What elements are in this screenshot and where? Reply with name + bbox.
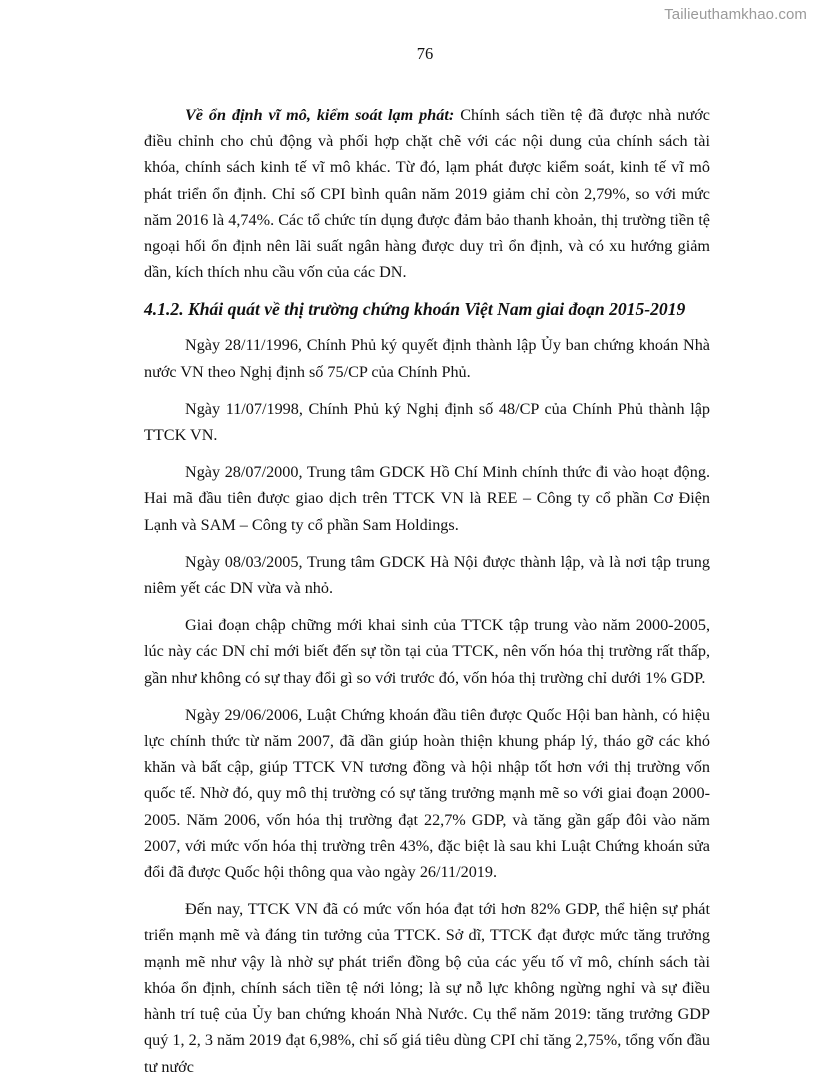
paragraph-1: Ngày 28/11/1996, Chính Phủ ký quyết định thành lập Ủy ban chứng khoán Nhà nước VN theo Nghị định số 75/CP của Chính Phủ. bbox=[144, 336, 710, 381]
page-number: 76 bbox=[416, 44, 434, 63]
paragraph-4: Ngày 08/03/2005, Trung tâm GDCK Hà Nội được thành lập, và là nơi tập trung niêm yết các DN vừa và nhỏ. bbox=[144, 552, 710, 598]
intro-text: Chính sách tiền tệ đã được nhà nước điều chỉnh cho chủ động và phối hợp chặt chẽ với các nội dung của chính sách tài khóa, chính sách kinh tế vĩ mô khác. Từ đó, lạm phát được kiểm soát, kinh tế vĩ mô phát triển ổn định. Chỉ số CPI bình quân năm 2019 giảm chỉ còn 2,79%, so với mức năm 2016 là 4,74%. Các tổ chức tín dụng được đảm bảo thanh khoản, thị trường tiền tệ ngoại hối ổn định nên lãi suất ngân hàng được duy trì ổn định, và có xu hướng giảm dần, kích thích nhu cầu vốn của các DN. bbox=[144, 106, 710, 282]
paragraph-3: Ngày 28/07/2000, Trung tâm GDCK Hồ Chí Minh chính thức đi vào hoạt động. Hai mã đầu tiên được giao dịch trên TTCK VN là REE – Công ty cổ phần Cơ Điện Lạnh và SAM – Công ty cổ phần Sam Holdings. bbox=[144, 463, 710, 534]
watermark: Tailieuthamkhao.com bbox=[664, 6, 807, 23]
paragraph-7: Đến nay, TTCK VN đã có mức vốn hóa đạt tới hơn 82% GDP, thể hiện sự phát triển mạnh mẽ và đáng tin tưởng của TTCK. Sở dĩ, TTCK đạt được mức tăng trưởng mạnh mẽ như vậy là nhờ sự phát triển đồng bộ của các yếu tố vĩ mô, chính sách tài khóa ổn định, chính sách tiền tệ nới lỏng; là sự nỗ lực không ngừng nghỉ và sự điều hành trí tuệ của Ủy ban chứng khoán Nhà Nước. Cụ thể năm 2019: tăng trưởng GDP quý 1, 2, 3 năm 2019 đạt 6,98%, chỉ số giá tiêu dùng CPI chỉ tăng 2,75%, tổng vốn đầu tư nước bbox=[144, 900, 710, 1076]
section-heading: 4.1.2. Khái quát về thị trường chứng khoán Việt Nam giai đoạn 2015-2019 bbox=[144, 299, 686, 320]
intro-lead: Về ổn định vĩ mô, kiểm soát lạm phát: bbox=[185, 106, 455, 124]
intro-paragraph bbox=[144, 102, 710, 285]
document-body bbox=[144, 102, 710, 1091]
paragraph-6: Ngày 29/06/2006, Luật Chứng khoán đầu tiên được Quốc Hội ban hành, có hiệu lực chính thức từ năm 2007, đã dần giúp hoàn thiện khung pháp lý, tháo gỡ các khó khăn và bất cập, giúp TTCK VN tương đồng và hội nhập tốt hơn với thị trường vốn quốc tế. Nhờ đó, quy mô thị trường có sự tăng trưởng mạnh mẽ so với giai đoạn 2000-2005. Năm 2006, vốn hóa thị trường đạt 22,7% GDP, và tăng gần gấp đôi vào năm 2007, với mức vốn hóa thị trường trên 43%, đặc biệt là sau khi Luật Chứng khoán sửa đổi đã được Quốc hội thông qua vào ngày 26/11/2019. bbox=[144, 705, 710, 882]
paragraph-2: Ngày 11/07/1998, Chính Phủ ký Nghị định số 48/CP của Chính Phủ thành lập TTCK VN. bbox=[144, 399, 710, 445]
paragraph-5: Giai đoạn chập chững mới khai sinh của TTCK tập trung vào năm 2000-2005, lúc này các DN chỉ mới biết đến sự tồn tại của TTCK, nên vốn hóa thị trường rất thấp, gần như không có sự thay đổi gì so với trước đó, vốn hóa thị trường chỉ dưới 1% GDP. bbox=[144, 616, 710, 687]
